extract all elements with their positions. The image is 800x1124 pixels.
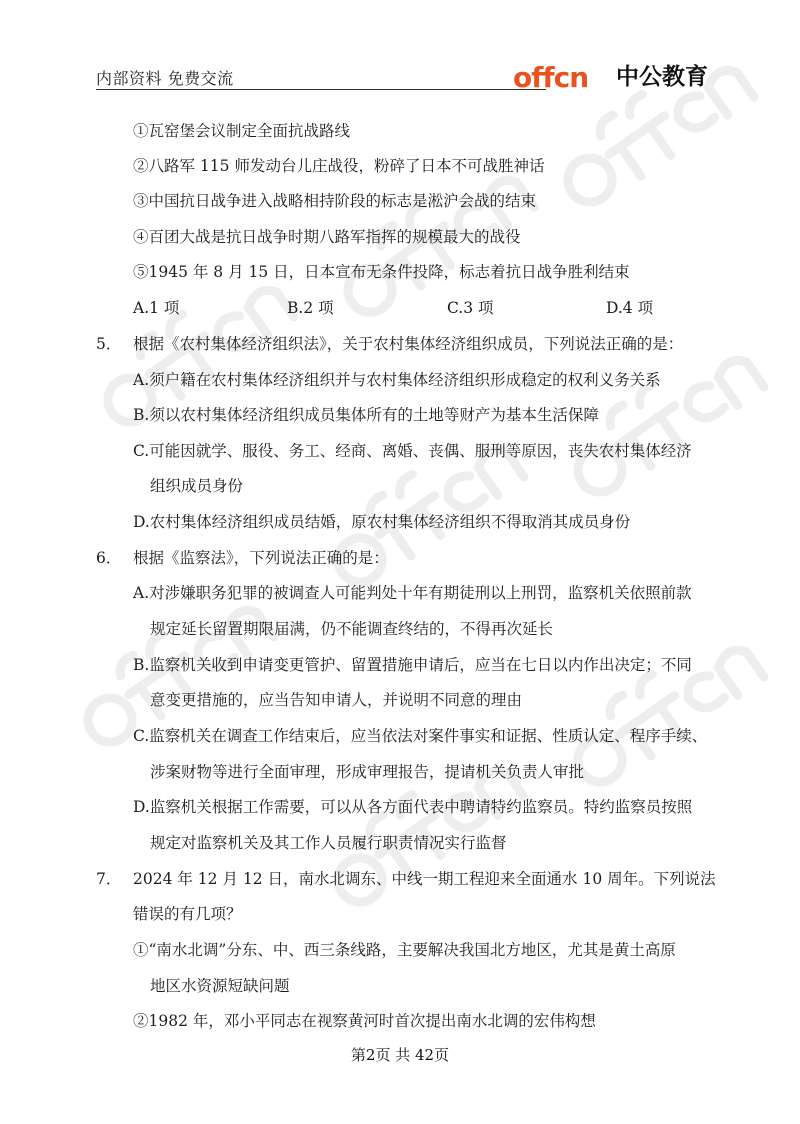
q6-option-b: B.监察机关收到申请变更管护、留置措施申请后，应当在七日以内作出决定；不同 xyxy=(133,656,692,674)
q7-number: 7． xyxy=(96,870,122,888)
q6-option-c: C.监察机关在调查工作结束后，应当依法对案件事实和证据、性质认定、程序手续、 xyxy=(133,727,708,745)
offcn-logo xyxy=(513,60,708,92)
q4-item-2: ②八路军 115 师发动台儿庄战役，粉碎了日本不可战胜神话 xyxy=(133,157,545,175)
q5-option-b: B.须以农村集体经济组织成员集体所有的土地等财产为基本生活保障 xyxy=(133,406,599,424)
q4-item-1: ①瓦窑堡会议制定全面抗战路线 xyxy=(133,122,351,140)
q5-option-a: A.须户籍在农村集体经济组织并与农村集体经济组织形成稳定的权利义务关系 xyxy=(133,371,661,389)
header-label: 内部资料 免费交流 xyxy=(96,69,234,88)
q6-option-c-cont: 涉案财物等进行全面审理，形成审理报告，提请机关负责人审批 xyxy=(150,763,585,781)
q6-option-d: D.监察机关根据工作需要，可以从各方面代表中聘请特约监察员。特约监察员按照 xyxy=(133,798,693,816)
q5-stem: 根据《农村集体经济组织法》，关于农村集体经济组织成员，下列说法正确的是： xyxy=(133,335,684,353)
q7-stem-line-1: 2024 年 12 月 12 日，南水北调东、中线一期工程迎来全面通水 10 周年。下列说法 xyxy=(133,870,716,888)
q6-stem: 根据《监察法》，下列说法正确的是： xyxy=(133,549,389,567)
offcn-logo-icon xyxy=(513,62,613,92)
page-header xyxy=(96,62,708,92)
q5-option-c-cont: 组织成员身份 xyxy=(150,477,244,495)
q7-stem-line-2: 错误的有几项？ xyxy=(133,905,242,923)
q6-number: 6． xyxy=(96,549,122,567)
header-rule xyxy=(96,89,546,90)
q4-option-b: B.2 项 xyxy=(287,299,334,317)
q5-number: 5． xyxy=(96,335,122,353)
page-footer: 第2页 共 42页 xyxy=(350,1046,450,1064)
q4-option-a: A.1 项 xyxy=(133,299,180,317)
q4-item-3: ③中国抗日战争进入战略相持阶段的标志是淞沪会战的结束 xyxy=(133,192,537,210)
q7-item-1-cont: 地区水资源短缺问题 xyxy=(150,977,290,995)
q6-option-d-cont: 规定对监察机关及其工作人员履行职责情况实行监督 xyxy=(150,834,507,852)
q4-option-d: D.4 项 xyxy=(606,299,654,317)
q7-item-2: ②1982 年，邓小平同志在视察黄河时首次提出南水北调的宏伟构想 xyxy=(133,1012,596,1030)
q6-option-b-cont: 意变更措施的，应当告知申请人，并说明不同意的理由 xyxy=(150,691,523,709)
q4-item-4: ④百团大战是抗日战争时期八路军指挥的规模最大的战役 xyxy=(133,228,521,246)
q5-option-c: C.可能因就学、服役、务工、经商、离婚、丧偶、服刑等原因，丧失农村集体经济 xyxy=(133,442,692,460)
q6-option-a: A.对涉嫌职务犯罪的被调查人可能判处十年有期徒刑以上刑罚，监察机关依照前款 xyxy=(133,584,692,602)
q5-option-d: D.农村集体经济组织成员结婚，原农村集体经济组织不得取消其成员身份 xyxy=(133,513,631,531)
svg-text:offcn: offcn xyxy=(513,62,589,92)
q7-item-1: ①“南水北调”分东、中、西三条线路，主要解决我国北方地区，尤其是黄土高原 xyxy=(133,941,676,959)
logo-cn-text: 中公教育 xyxy=(616,64,708,90)
q6-option-a-cont: 规定延长留置期限届满，仍不能调查终结的，不得再次延长 xyxy=(150,620,554,638)
q4-option-c: C.3 项 xyxy=(447,299,494,317)
q4-item-5: ⑤1945 年 8 月 15 日，日本宣布无条件投降，标志着抗日战争胜利结束 xyxy=(133,263,630,281)
